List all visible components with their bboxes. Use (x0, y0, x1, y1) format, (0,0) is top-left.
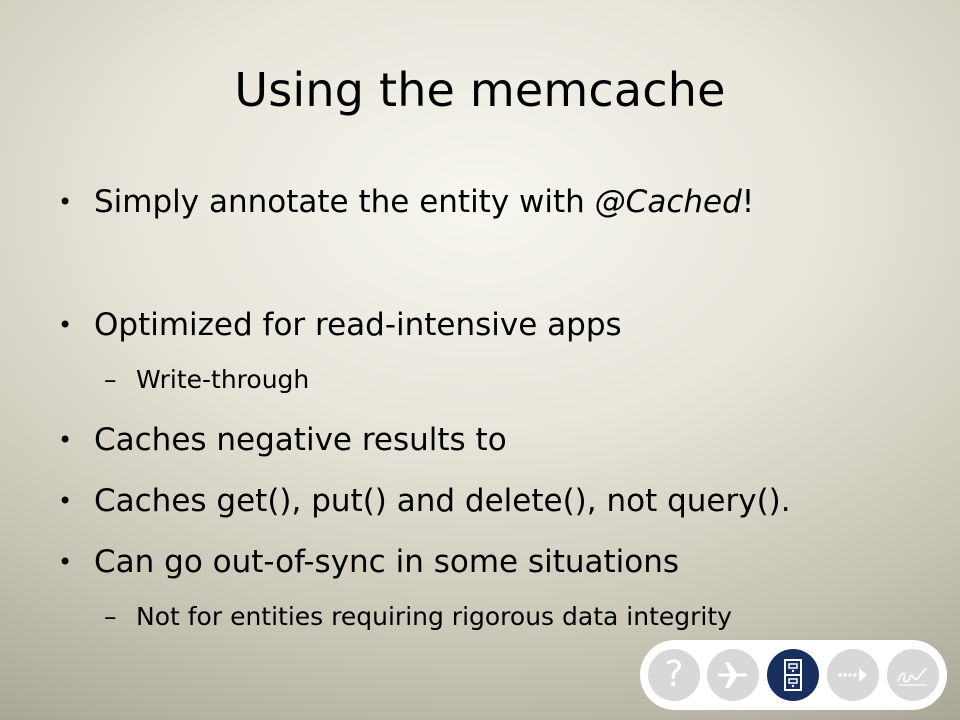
slide-toolbar (640, 640, 947, 710)
sub-bullet-text: Not for entities requiring rigorous data integrity (136, 602, 732, 631)
bullet-text-before: Simply annotate the entity with (94, 184, 595, 220)
bullet-dot: • (58, 426, 73, 454)
sub-bullet-dash: – (104, 602, 117, 631)
slide-title: Using the memcache (234, 63, 726, 117)
bullet-text: Caches get(), put() and delete(), not query(). (94, 483, 791, 519)
bullet-text-annotation: @Cached (594, 184, 742, 220)
help-button[interactable] (648, 649, 700, 701)
airplane-button[interactable] (707, 649, 759, 701)
airplane-icon (713, 655, 753, 695)
bullet-dot: • (58, 188, 73, 216)
bullet-text: Caches negative results to (94, 422, 507, 458)
bullet-text-after: ! (741, 184, 755, 220)
bullet-text (94, 182, 754, 222)
file-cabinet-icon (773, 655, 813, 695)
signature-icon (893, 655, 933, 695)
bullet-text: Optimized for read-intensive apps (94, 307, 622, 343)
dotted-arrow-icon (833, 655, 873, 695)
question-icon: ? (664, 654, 684, 695)
sub-bullet-text: Write-through (136, 365, 310, 394)
signature-button[interactable] (887, 649, 939, 701)
bullet-dot: • (58, 548, 73, 576)
next-button[interactable] (827, 649, 879, 701)
sub-bullet-dash: – (104, 365, 117, 394)
bullet-dot: • (58, 487, 73, 515)
bullet-dot: • (58, 311, 73, 339)
bullet-text: Can go out-of-sync in some situations (94, 544, 680, 580)
file-cabinet-button[interactable] (767, 649, 819, 701)
